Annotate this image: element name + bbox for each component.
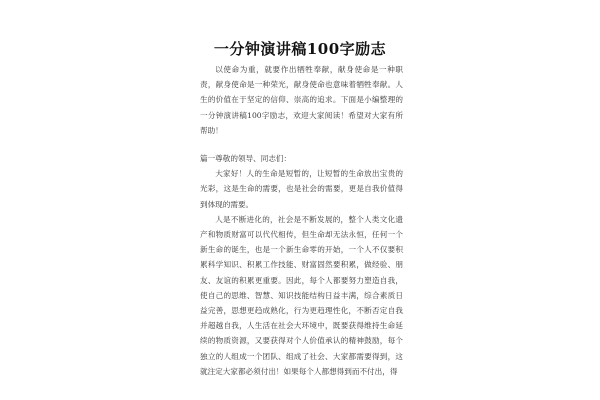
document-body xyxy=(200,62,403,379)
body-paragraph-2: 人是不断进化的，社会是不断发展的，整个人类文化遗产和物质财富可以代代相传，但生命却无法永恒，任何一个新生命的诞生，也是一个新生命零的开始，一个人不仅要积累科学知识、积累工作技能、财富固然要积累，做经验、朋友、友谊的积累更重要。因此，每个人都要努力塑造自我，使自己的思维、智慧、知识技能结构日益丰满，综合素质日益完善，思想更趋成熟化，行为更趋理性化，不断否定自我并超越自我，人生活在社会大环境中，既要获得维持生命延续的物质资源，又要获得对个人价值承认的精神鼓励，每个独立的人组成一个团队、组成了社会、大家都需要得到，这就注定大家都必须付出！如果每个人都想得到而不付出，得 xyxy=(200,214,403,376)
intro-paragraph: 以使命为重，就要作出牺牲奉献，献身使命是一种职责，献身使命是一种荣光，献身使命也意味着牺牲奉献。人生的价值在于坚定的信仰、崇高的追求。下面是小编整理的一分钟演讲稿100字励志，欢迎大家阅读！希望对大家有所帮助！ xyxy=(200,65,403,135)
document-title: 一分钟演讲稿100字励志 xyxy=(213,40,387,58)
section-title: 篇一尊敬的领导、同志们： xyxy=(200,154,292,164)
body-paragraph-1: 大家好！人的生命是短暂的，让短暂的生命放出宝贵的光彩，这是生命的需要，也是社会的需要，更是自我价值得到体现的需要。 xyxy=(200,169,403,209)
